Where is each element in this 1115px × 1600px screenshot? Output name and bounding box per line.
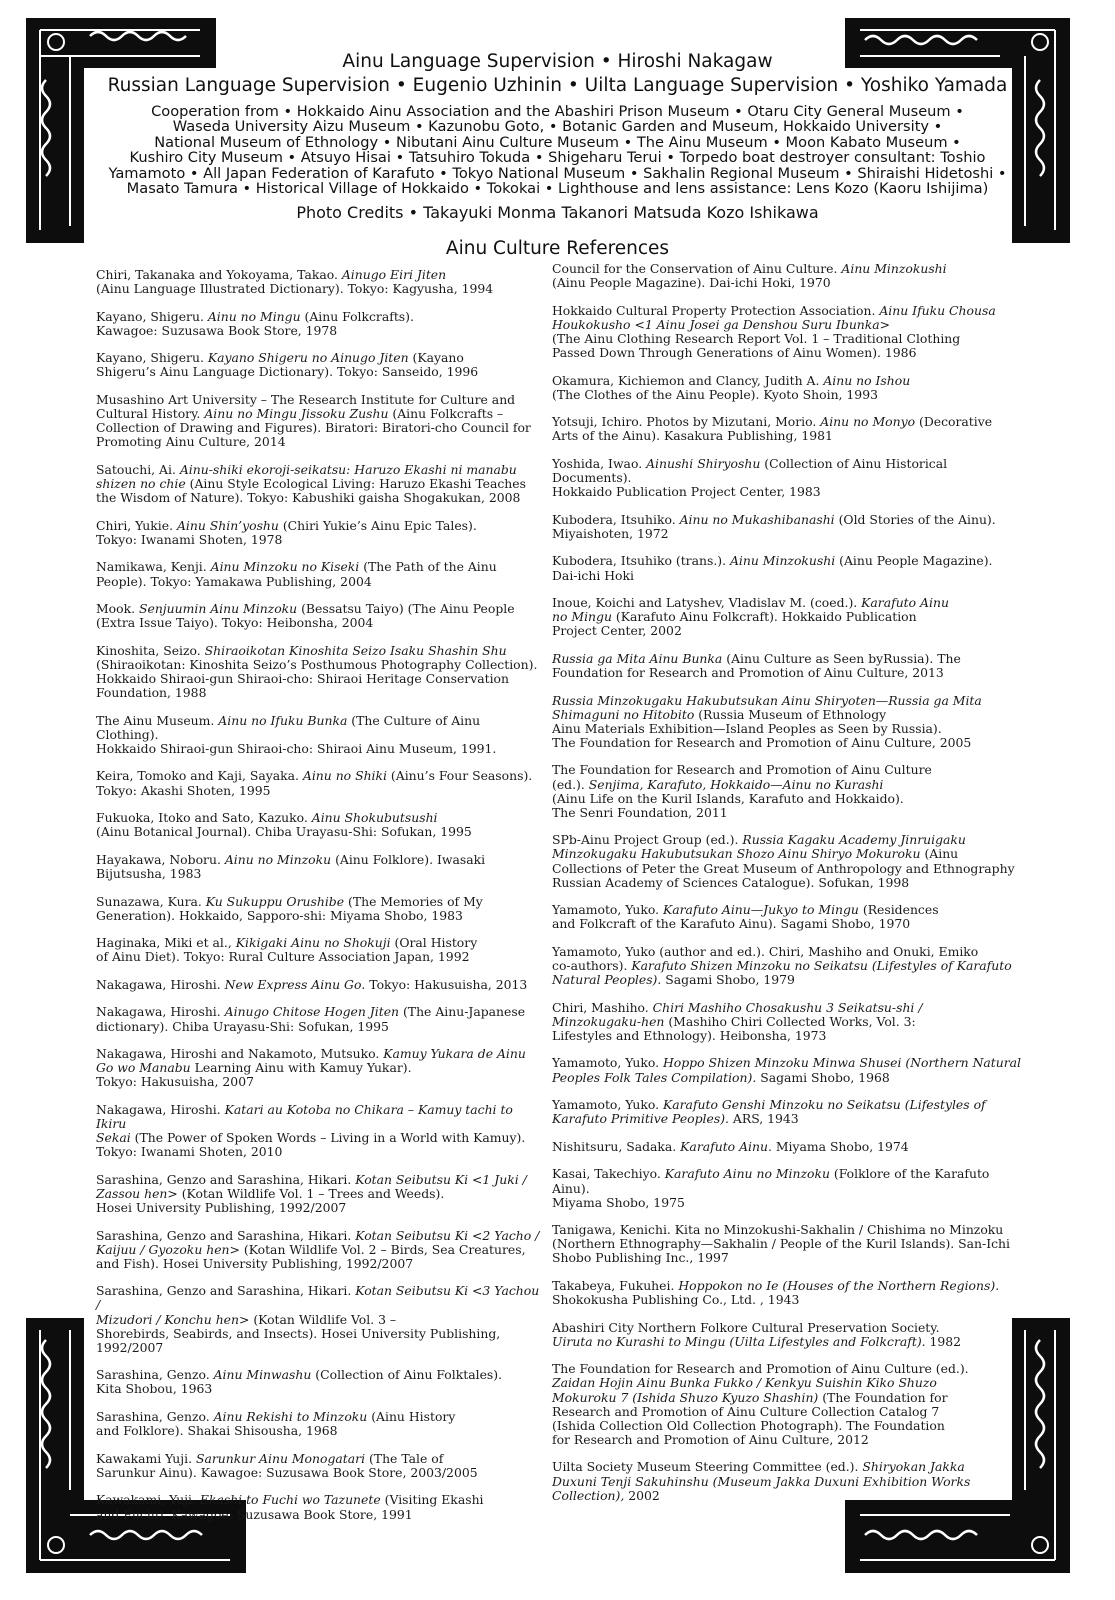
cooperation-line: Masato Tamura • Historical Village of Hokkaido • Tokokai • Lighthouse and lens assistance: Lens Kozo (Kaoru Ishijima) bbox=[126, 180, 989, 198]
reference-entry: Chiri, Takanaka and Yokoyama, Takao. Ainugo Eiri Jiten (Ainu Language Illustrated Dictionary). Tokyo: Kagyusha, 1994 bbox=[96, 267, 494, 297]
reference-entry: Kawakami Yuji. Sarunkur Ainu Monogatari (The Tale of Sarunkur Ainu). Kawagoe: Suzusawa Book Store, 2003/2005 bbox=[96, 1450, 478, 1480]
reference-entry: Chiri, Yukie. Ainu Shin’yoshu (Chiri Yukie’s Ainu Epic Tales). Tokyo: Iwanami Shoten, 1978 bbox=[96, 517, 477, 547]
reference-entry: Kasai, Takechiyo. Karafuto Ainu no Minzoku (Folklore of the Karafuto Ainu). Miyama Shobo, 1975 bbox=[552, 1166, 990, 1210]
reference-entry: Kayano, Shigeru. Ainu no Mingu (Ainu Folkcrafts). Kawagoe: Suzusawa Book Store, 1978 bbox=[96, 308, 414, 338]
reference-entry: Council for the Conservation of Ainu Culture. Ainu Minzokushi (Ainu People Magazine). Dai-ichi Hoki, 1970 bbox=[552, 261, 947, 291]
reference-entry: The Foundation for Research and Promotion of Ainu Culture (ed.). Zaidan Hojin Ainu Bunka Fukko / Kenkyu Suishin Kiko Shuzo Mokuroku 7 (Ishida Shuzo Kyuzo Shashin) (The Foundation for Research and Promotion of Ainu Culture Collection Catalog 7 (Ishida Collection Old Collection Photograph). The Foundation for Research and Promotion of Ainu Culture, 2012 bbox=[552, 1361, 969, 1447]
references-heading: Ainu Culture References bbox=[445, 238, 670, 259]
cooperation-line: Yamamoto • All Japan Federation of Karafuto • Tokyo National Museum • Sakhalin Regional Museum • Shiraishi Hidetoshi • bbox=[108, 164, 1007, 182]
cooperation-line: National Museum of Ethnology • Nibutani Ainu Culture Museum • The Ainu Museum • Moon Kabato Museum • bbox=[154, 133, 961, 151]
reference-entry: Nakagawa, Hiroshi and Nakamoto, Mutsuko. Kamuy Yukara de Ainu Go wo Manabu Learning Ainu with Kamuy Yukar). Tokyo: Hakusuisha, 2007 bbox=[96, 1046, 526, 1090]
reference-entry: The Foundation for Research and Promotion of Ainu Culture (ed.). Senjima, Karafuto, Hokkaido—Ainu no Kurashi (Ainu Life on the Kuril Islands, Karafuto and Hokkaido). The Senri Foundation, 2011 bbox=[552, 762, 932, 820]
references-left-column bbox=[96, 268, 541, 1535]
reference-entry: Satouchi, Ai. Ainu-shiki ekoroji-seikatsu: Haruzo Ekashi ni manabu shizen no chie (Ainu Style Ecological Living: Haruzo Ekashi Teaches the Wisdom of Nature). Tokyo: Kabushiki gaisha Shogakukan, 2008 bbox=[96, 461, 526, 506]
reference-entry: Keira, Tomoko and Kaji, Sayaka. Ainu no Shiki (Ainu’s Four Seasons). Tokyo: Akashi Shoten, 1995 bbox=[96, 768, 533, 798]
reference-entry: Kawakami, Yuji. Ekashi to Fuchi wo Tazunete (Visiting Ekashi and Fuchi). Kawagoe: Suzusawa Book Store, 1991 bbox=[96, 1492, 484, 1522]
credits-block bbox=[85, 50, 1030, 224]
references-right-column bbox=[552, 262, 1022, 1516]
reference-entry: Inoue, Koichi and Latyshev, Vladislav M. (coed.). Karafuto Ainu no Mingu (Karafuto Ainu Folkcraft). Hokkaido Publication Project Center, 2002 bbox=[552, 595, 949, 639]
reference-entry: Nishitsuru, Sadaka. Karafuto Ainu. Miyama Shobo, 1974 bbox=[552, 1138, 909, 1154]
cooperation-line: Cooperation from • Hokkaido Ainu Association and the Abashiri Prison Museum • Otaru City General Museum • bbox=[151, 103, 964, 120]
reference-entry: Nakagawa, Hiroshi. New Express Ainu Go. Tokyo: Hakusuisha, 2013 bbox=[96, 976, 528, 992]
reference-entry: Fukuoka, Itoko and Sato, Kazuko. Ainu Shokubutsushi (Ainu Botanical Journal). Chiba Urayasu-Shi: Sofukan, 1995 bbox=[96, 810, 472, 840]
cooperation-line: Kushiro City Museum • Atsuyo Hisai • Tatsuhiro Tokuda • Shigeharu Terui • Torpedo boat destroyer consultant: Toshio bbox=[129, 149, 986, 167]
reference-entry: Sunazawa, Kura. Ku Sukuppu Orushibe (The Memories of My Generation). Hokkaido, Sapporo-shi: Miyama Shobo, 1983 bbox=[96, 893, 483, 923]
reference-entry: Kubodera, Itsuhiko (trans.). Ainu Minzokushi (Ainu People Magazine). Dai-ichi Hoki bbox=[552, 553, 993, 583]
reference-entry: Nakagawa, Hiroshi. Katari au Kotoba no Chikara – Kamuy tachi to Ikiru Sekai (The Power of Spoken Words – Living in a World with Kamuy). Tokyo: Iwanami Shoten, 2010 bbox=[96, 1101, 526, 1160]
reference-entry: Yotsuji, Ichiro. Photos by Mizutani, Morio. Ainu no Monyo (Decorative Arts of the Ainu). Kasakura Publishing, 1981 bbox=[552, 414, 993, 444]
reference-entry: Sarashina, Genzo. Ainu Minwashu (Collection of Ainu Folktales). Kita Shobou, 1963 bbox=[96, 1367, 503, 1397]
reference-entry: Kubodera, Itsuhiko. Ainu no Mukashibanashi (Old Stories of the Ainu). Miyaishoten, 1972 bbox=[552, 511, 996, 541]
reference-entry: Uilta Society Museum Steering Committee (ed.). Shiryokan Jakka Duxuni Tenji Sakuhinshu (Museum Jakka Duxuni Exhibition Works Collection), 2002 bbox=[552, 1459, 971, 1503]
reference-entry: Sarashina, Genzo and Sarashina, Hikari. Kotan Seibutsu Ki <3 Yachou / Mizudori / Konchu hen> (Kotan Wildlife Vol. 3 – Shorebirds, Seabirds, and Insects). Hosei University Publishing, 1992/2007 bbox=[96, 1283, 540, 1355]
reference-entry: Takabeya, Fukuhei. Hoppokon no Ie (Houses of the Northern Regions). Shokokusha Publishing Co., Ltd. , 1943 bbox=[552, 1277, 1000, 1308]
reference-entry: Nakagawa, Hiroshi. Ainugo Chitose Hogen Jiten (The Ainu-Japanese dictionary). Chiba Urayasu-Shi: Sofukan, 1995 bbox=[96, 1004, 526, 1034]
reference-entry: SPb-Ainu Project Group (ed.). Russia Kagaku Academy Jinruigaku Minzokugaku Hakubutsukan Shozo Ainu Shiryo Mokuroku (Ainu Collections of Peter the Great Museum of Anthropology and Ethnography Russian Academy of Sciences Catalogue). Sofukan, 1998 bbox=[552, 832, 1015, 890]
reference-entry: Mook. Senjuumin Ainu Minzoku (Bessatsu Taiyo) (The Ainu People (Extra Issue Taiyo). Tokyo: Heibonsha, 2004 bbox=[96, 601, 515, 631]
reference-entry: Sarashina, Genzo and Sarashina, Hikari. Kotan Seibutsu Ki <2 Yacho / Kaijuu / Gyozoku hen> (Kotan Wildlife Vol. 2 – Birds, Sea Creatures, and Fish). Hosei University Publishing, 1992/2007 bbox=[96, 1227, 540, 1271]
reference-entry: Hayakawa, Noboru. Ainu no Minzoku (Ainu Folklore). Iwasaki Bijutsusha, 1983 bbox=[96, 851, 486, 881]
reference-entry: Yamamoto, Yuko. Karafuto Genshi Minzoku no Seikatsu (Lifestyles of Karafuto Primitive Peoples). ARS, 1943 bbox=[552, 1097, 986, 1127]
reference-entry: Russia ga Mita Ainu Bunka (Ainu Culture as Seen byRussia). The Foundation for Research and Promotion of Ainu Culture, 2013 bbox=[552, 650, 961, 680]
reference-entry: Okamura, Kichiemon and Clancy, Judith A. Ainu no Ishou (The Clothes of the Ainu People). Kyoto Shoin, 1993 bbox=[552, 372, 911, 402]
reference-entry: Yoshida, Iwao. Ainushi Shiryoshu (Collection of Ainu Historical Documents). Hokkaido Publication Project Center, 1983 bbox=[552, 455, 948, 500]
reference-entry: Kinoshita, Seizo. Shiraoikotan Kinoshita Seizo Isaku Shashin Shu (Shiraoikotan: Kinoshita Seizo’s Posthumous Photography Collection). Hokkaido Shiraoi-gun Shiraoi-cho: Shiraoi Heritage Conservation Foundation, 1988 bbox=[96, 642, 538, 701]
russian-uilta-supervision-line: Russian Language Supervision • Eugenio Uzhinin • Uilta Language Supervision • Yoshiko Yamada bbox=[107, 75, 1008, 96]
cooperation-block bbox=[85, 104, 1030, 196]
reference-entry: Abashiri City Northern Folkore Cultural Preservation Society. Uiruta no Kurashi to Mingu (Uilta Lifestyles and Folkcraft). 1982 bbox=[552, 1319, 962, 1349]
reference-entry: The Ainu Museum. Ainu no Ifuku Bunka (The Culture of Ainu Clothing). Hokkaido Shiraoi-gun Shiraoi-cho: Shiraoi Ainu Museum, 1991. bbox=[96, 712, 497, 756]
reference-entry: Tanigawa, Kenichi. Kita no Minzokushi-Sakhalin / Chishima no Minzoku (Northern Ethnography—Sakhalin / People of the Kuril Islands). San-Ichi Shobo Publishing Inc., 1997 bbox=[552, 1222, 1010, 1266]
cooperation-line: Waseda University Aizu Museum • Kazunobu Goto, • Botanic Garden and Museum, Hokkaido University • bbox=[172, 118, 943, 136]
reference-entry: Chiri, Mashiho. Chiri Mashiho Chosakushu 3 Seikatsu-shi / Minzokugaku-hen (Mashiho Chiri Collected Works, Vol. 3: Lifestyles and Ethnology). Heibonsha, 1973 bbox=[552, 999, 923, 1043]
reference-entry: Yamamoto, Yuko (author and ed.). Chiri, Mashiho and Onuki, Emiko co-authors). Karafuto Shizen Minzoku no Seikatsu (Lifestyles of Karafuto Natural Peoples). Sagami Shobo, 1979 bbox=[552, 943, 1012, 988]
reference-entry: Namikawa, Kenji. Ainu Minzoku no Kiseki (The Path of the Ainu People). Tokyo: Yamakawa Publishing, 2004 bbox=[96, 559, 497, 589]
reference-entry: Sarashina, Genzo. Ainu Rekishi to Minzoku (Ainu History and Folklore). Shakai Shisousha, 1968 bbox=[96, 1409, 456, 1439]
reference-entry: Haginaka, Miki et al., Kikigaki Ainu no Shokuji (Oral History of Ainu Diet). Tokyo: Rural Culture Association Japan, 1992 bbox=[96, 935, 478, 965]
reference-entry: Musashino Art University – The Research Institute for Culture and Cultural History. Ainu no Mingu Jissoku Zushu (Ainu Folkcrafts – Collection of Drawing and Figures). Biratori: Biratori-cho Council for Promoting Ainu Culture, 2014 bbox=[96, 392, 531, 450]
reference-entry: Kayano, Shigeru. Kayano Shigeru no Ainugo Jiten (Kayano Shigeru’s Ainu Language Dictionary). Tokyo: Sanseido, 1996 bbox=[96, 350, 479, 380]
ainu-supervision-line: Ainu Language Supervision • Hiroshi Nakagaw bbox=[342, 51, 773, 72]
reference-entry: Hokkaido Cultural Property Protection Association. Ainu Ifuku Chousa Houkokusho <1 Ainu Josei ga Denshou Suru Ibunka> (The Ainu Clothing Research Report Vol. 1 – Traditional Clothing Passed Down Through Generations of Ainu Women). 1986 bbox=[552, 302, 996, 360]
reference-entry: Sarashina, Genzo and Sarashina, Hikari. Kotan Seibutsu Ki <1 Juki / Zassou hen> (Kotan Wildlife Vol. 1 – Trees and Weeds). Hosei University Publishing, 1992/2007 bbox=[96, 1171, 527, 1215]
reference-entry: Yamamoto, Yuko. Karafuto Ainu—Jukyo to Mingu (Residences and Folkcraft of the Karafuto Ainu). Sagami Shobo, 1970 bbox=[552, 902, 939, 932]
reference-entry: Russia Minzokugaku Hakubutsukan Ainu Shiryoten—Russia ga Mita Shimaguni no Hitobito (Russia Museum of Ethnology Ainu Materials Exhibition—Island Peoples as Seen by Russia). The Foundation for Research and Promotion of Ainu Culture, 2005 bbox=[552, 692, 982, 750]
photo-credits: Photo Credits • Takayuki Monma Takanori Matsuda Kozo Ishikawa bbox=[296, 203, 819, 223]
reference-entry: Yamamoto, Yuko. Hoppo Shizen Minzoku Minwa Shusei (Northern Natural Peoples Folk Tales Compilation). Sagami Shobo, 1968 bbox=[552, 1055, 1022, 1085]
